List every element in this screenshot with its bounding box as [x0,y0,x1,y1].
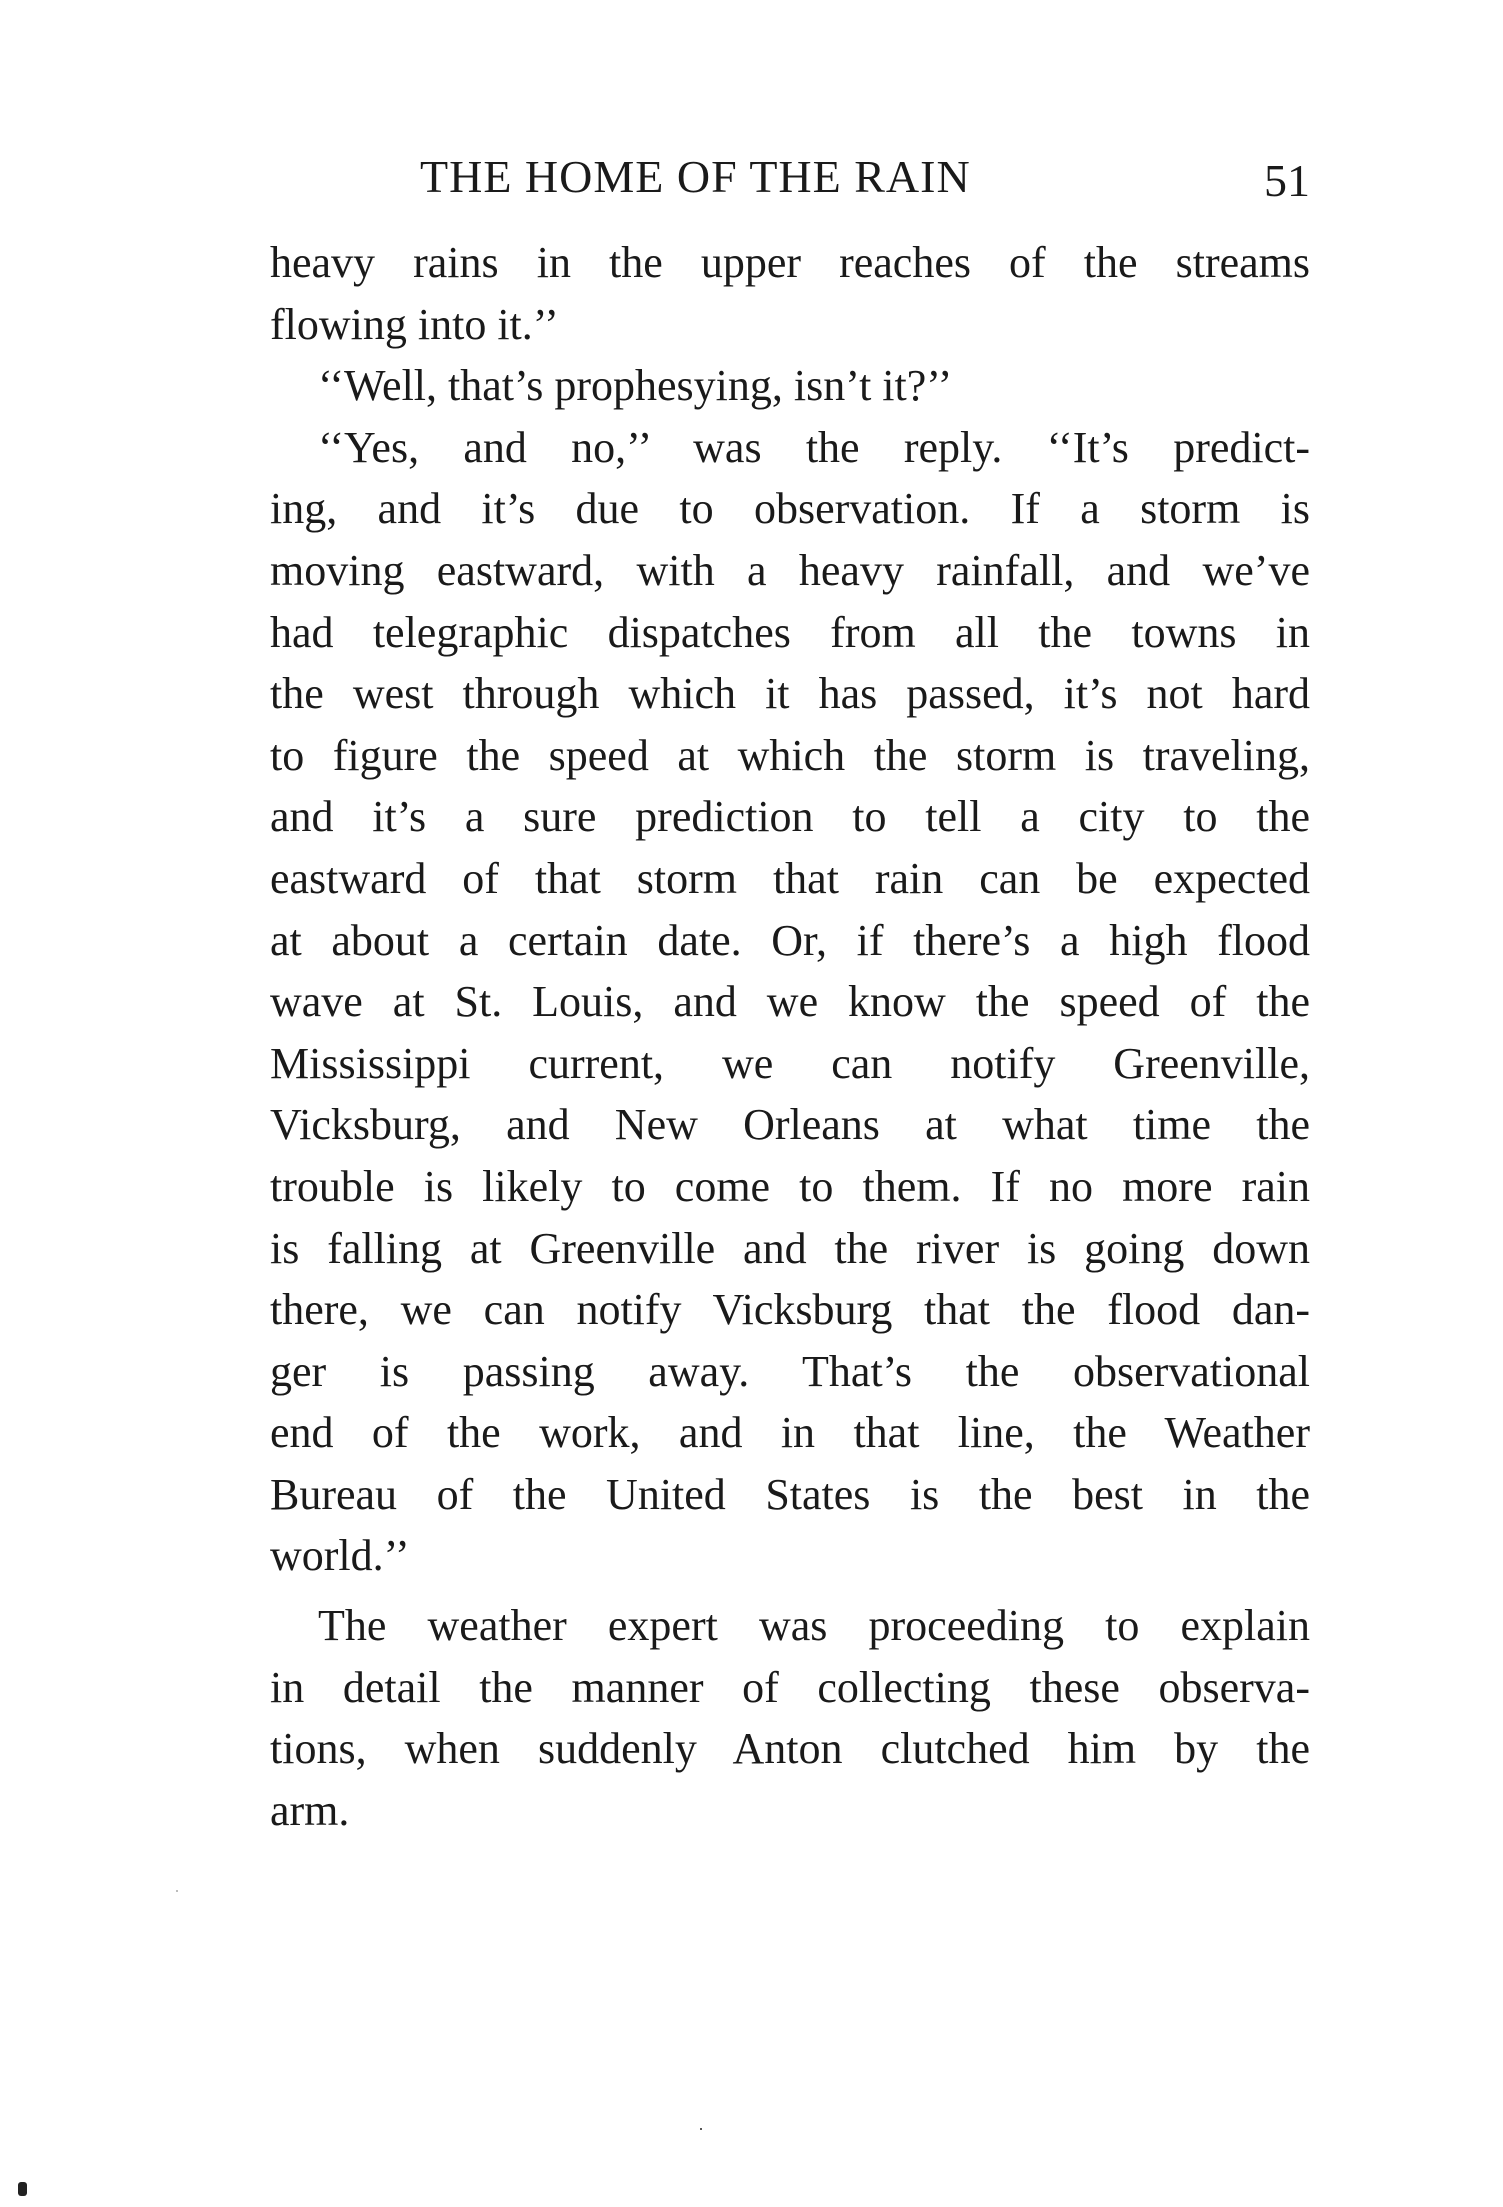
body-text [270,232,1310,1841]
text-line: the west through which it has passed, it’s not hard [270,669,1310,719]
text-line: eastward of that storm that rain can be expected [270,853,1310,903]
text-line: there, we can notify Vicksburg that the flood dan- [270,1285,1310,1335]
text-line: wave at St. Louis, and we know the speed of the [270,977,1310,1027]
text-line: end of the work, and in that line, the Weather [270,1408,1310,1458]
paragraph-gap [270,1587,1310,1595]
running-head-title: THE HOME OF THE RAIN [420,151,971,202]
paragraph-2 [270,355,1310,417]
text-line: The weather expert was proceeding to explain [318,1601,1310,1651]
scan-speck [18,2182,27,2196]
text-line: ‘‘Well, that’s prophesying, isn’t it?’’ [318,361,953,411]
text-line: moving eastward, with a heavy rainfall, and we’ve [270,545,1310,595]
paragraph-1 [270,232,1310,355]
text-line: Mississippi current, we can notify Greenville, [270,1038,1310,1088]
text-line: trouble is likely to come to them. If no more rain [270,1161,1310,1211]
text-line: heavy rains in the upper reaches of the streams [270,238,1310,287]
paragraph-4 [270,1595,1310,1841]
text-line: at about a certain date. Or, if there’s a high flood [270,915,1310,965]
text-line: Vicksburg, and New Orleans at what time the [270,1100,1310,1150]
text-line: to figure the speed at which the storm is traveling, [270,730,1310,780]
text-line: ing, and it’s due to observation. If a storm is [270,484,1310,534]
text-line: is falling at Greenville and the river is going down [270,1223,1310,1273]
text-line: ‘‘Yes, and no,’’ was the reply. ‘‘It’s predict- [318,422,1310,472]
text-line: arm. [270,1785,350,1835]
text-line: tions, when suddenly Anton clutched him by the [270,1724,1310,1774]
text-line: Bureau of the United States is the best in the [270,1469,1310,1519]
text-line: in detail the manner of collecting these observa- [270,1662,1310,1712]
text-line: had telegraphic dispatches from all the towns in [270,607,1310,657]
text-line: and it’s a sure prediction to tell a city to the [270,792,1310,842]
scan-speck [176,1890,178,1892]
text-line: flowing into it.’’ [270,299,559,349]
scan-speck [700,2128,702,2130]
paragraph-3 [270,417,1310,1587]
page-number: 51 [1264,155,1310,206]
text-line: world.’’ [270,1531,410,1581]
running-head [270,150,1310,220]
text-line: ger is passing away. That’s the observational [270,1346,1310,1396]
